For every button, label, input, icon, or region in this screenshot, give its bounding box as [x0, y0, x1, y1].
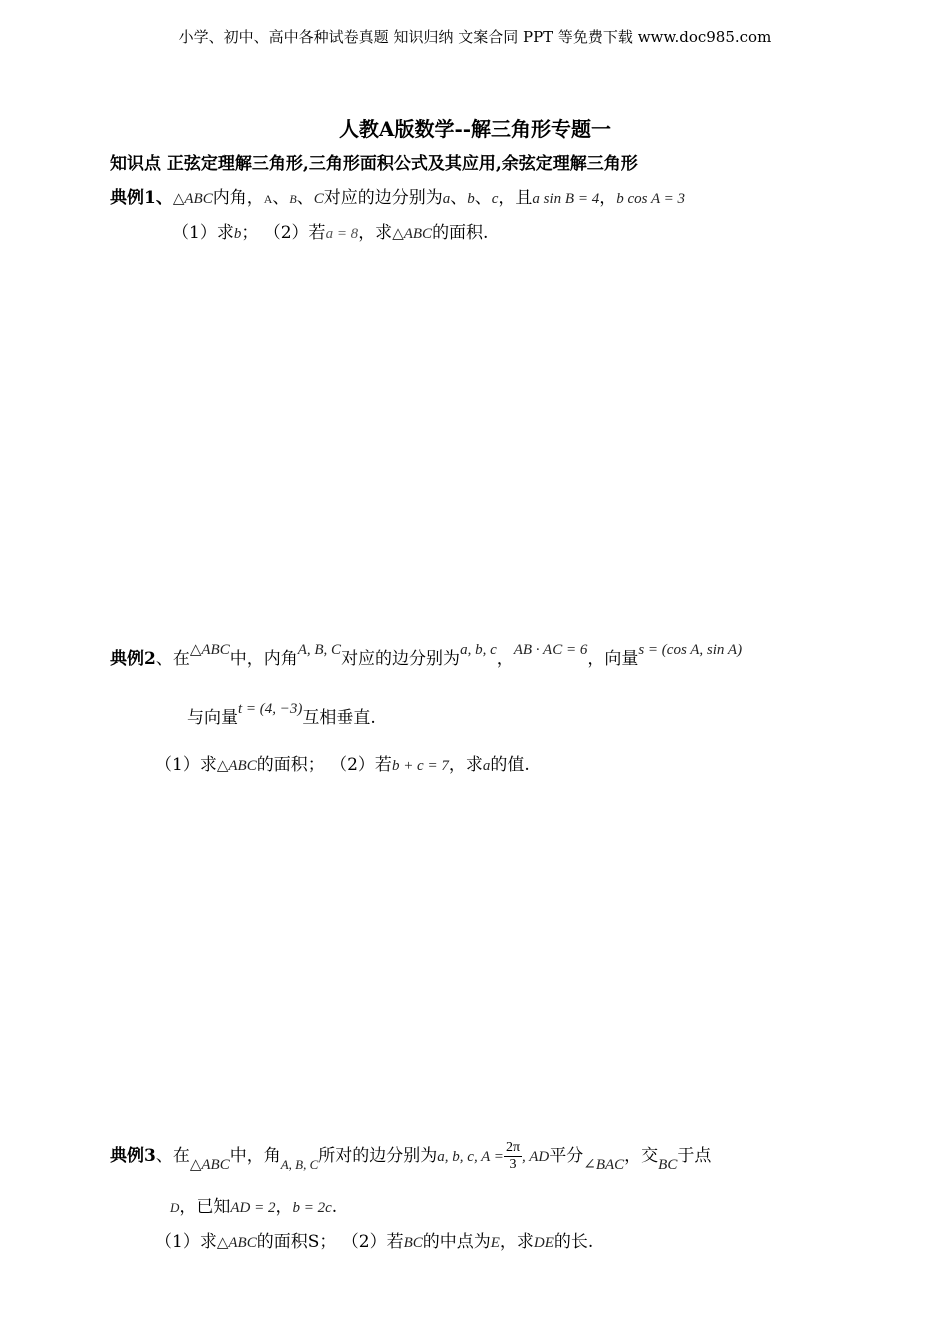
- math: a: [482, 758, 491, 774]
- text: ，: [275, 1197, 293, 1217]
- math: AD = 2: [230, 1200, 276, 1216]
- math: E: [490, 1235, 500, 1251]
- math: BC: [658, 1157, 678, 1173]
- text: 、: [272, 188, 290, 208]
- math: a sin B = 4: [532, 191, 600, 207]
- math: a, b, c, A =: [437, 1149, 504, 1165]
- math: B: [289, 192, 297, 206]
- text: 对应的边分别为: [323, 188, 443, 208]
- text: 互相垂直.: [302, 708, 376, 728]
- example-3-label: 典例3: [110, 1146, 156, 1166]
- example-2-label: 典例2: [110, 649, 156, 669]
- math: a: [442, 191, 451, 207]
- math: b: [233, 226, 242, 242]
- text: 的面积.: [432, 223, 489, 243]
- text: 中，内角: [229, 649, 298, 669]
- math: b: [467, 191, 475, 207]
- math: A, B, C: [280, 1157, 319, 1172]
- text: ，已知: [179, 1197, 231, 1217]
- math: b cos A = 3: [616, 191, 685, 207]
- text: ，求: [499, 1232, 534, 1252]
- math: b = 2c: [292, 1200, 332, 1216]
- math: △ABC: [189, 642, 230, 658]
- text: （1）求: [155, 1232, 217, 1252]
- math: △ABC: [216, 1235, 257, 1251]
- math: △ABC: [392, 226, 433, 242]
- example-1-stem: [110, 183, 685, 208]
- math: △ABC: [172, 191, 213, 207]
- text: 、: [450, 188, 468, 208]
- text: ，求: [448, 755, 483, 775]
- math: C: [313, 191, 324, 207]
- text: 、在: [155, 1146, 190, 1166]
- text: 于点: [677, 1146, 712, 1166]
- math: △ABC: [216, 758, 257, 774]
- math: a = 8: [325, 226, 359, 242]
- text: 的值.: [490, 755, 530, 775]
- example-1-label: 典例1、: [110, 188, 173, 208]
- text: 的中点为: [422, 1232, 491, 1252]
- text: （1）求: [172, 223, 234, 243]
- example-3-stem: [110, 1140, 711, 1173]
- text: 的面积； （2）若: [256, 755, 392, 775]
- text: ，向量: [587, 649, 639, 669]
- math: s = (cos A, sin A): [638, 642, 743, 658]
- example-2-stem-line-2: [187, 703, 376, 728]
- text: ； （2）若: [241, 223, 326, 243]
- math: a, b, c: [460, 642, 497, 658]
- math: AB · AC = 6: [513, 642, 588, 658]
- doc-title: 人教A版数学--解三角形专题一: [338, 117, 612, 141]
- knowledge-points: 知识点 正弦定理解三角形,三角形面积公式及其应用,余弦定理解三角形: [110, 154, 638, 174]
- fraction-numerator: 2π: [505, 1140, 521, 1155]
- math: c: [491, 191, 499, 207]
- example-3-questions: [155, 1227, 593, 1252]
- example-1-questions: [172, 218, 488, 243]
- text: 对应的边分别为: [341, 649, 461, 669]
- math: A, B, C: [297, 642, 342, 658]
- text: 、在: [155, 649, 190, 669]
- text: ，: [599, 188, 617, 208]
- example-2-questions: [155, 750, 530, 775]
- math: t = (4, −3): [238, 701, 303, 717]
- math: D: [170, 1200, 180, 1215]
- text: ，: [496, 649, 514, 669]
- text: 内角，: [212, 188, 264, 208]
- math: A: [263, 192, 273, 206]
- text: 、: [296, 188, 314, 208]
- text: 、: [474, 188, 492, 208]
- math: BC: [403, 1235, 423, 1251]
- text: 平分: [549, 1146, 584, 1166]
- example-3-stem-line-2: [170, 1192, 337, 1217]
- math: DE: [533, 1235, 554, 1251]
- math: b + c = 7: [391, 758, 449, 774]
- text: ，且: [498, 188, 533, 208]
- math: ∠BAC: [583, 1157, 625, 1173]
- fraction-denominator: 3: [509, 1157, 517, 1172]
- text: （1）求: [155, 755, 217, 775]
- fraction-2pi-over-3: [504, 1140, 522, 1173]
- text: 所对的边分别为: [318, 1146, 438, 1166]
- text: 的面积S； （2）若: [256, 1232, 404, 1252]
- example-2-stem: [110, 644, 742, 669]
- site-header: 小学、初中、高中各种试卷真题 知识归纳 文案合同 PPT 等免费下载 www.doc985.com: [178, 28, 772, 46]
- text: 的长.: [553, 1232, 594, 1252]
- math: △ABC: [189, 1157, 230, 1173]
- text: .: [331, 1197, 338, 1217]
- text: ，交: [624, 1146, 659, 1166]
- math: , AD: [522, 1149, 550, 1165]
- text: 中，角: [229, 1146, 281, 1166]
- text: 与向量: [187, 708, 238, 728]
- text: ，求: [358, 223, 393, 243]
